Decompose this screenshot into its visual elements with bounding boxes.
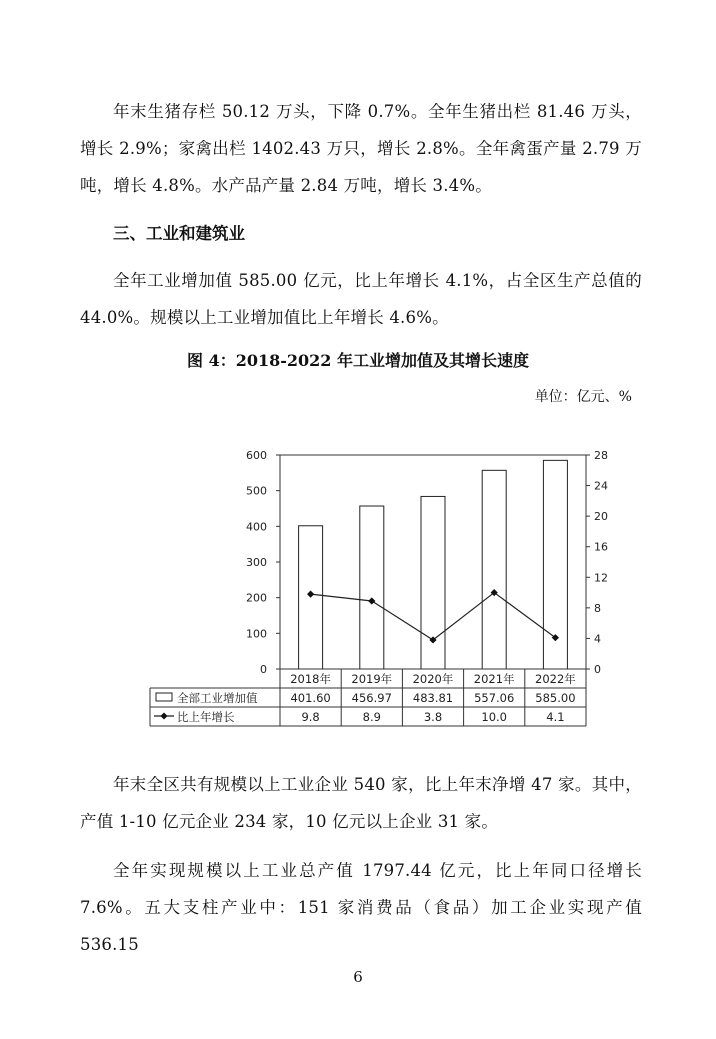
page-number: 6 (353, 968, 363, 986)
left-tick-label: 200 (246, 591, 267, 605)
legend-line-label: 比上年增长 (177, 710, 235, 724)
table-category-label: 2020年 (412, 672, 454, 686)
legend-bar-label: 全部工业增加值 (177, 691, 258, 705)
paragraph-enterprises: 年末全区共有规模以上工业企业 540 家，比上年末净增 47 家。其中，产值 1-10 亿元企业 234 家，10 亿元以上企业 31 家。 (80, 775, 642, 831)
table-bar-value: 483.81 (412, 691, 454, 705)
left-tick-label: 400 (246, 520, 267, 534)
table-line-value: 3.8 (423, 710, 443, 724)
paragraph-output-value: 全年实现规模以上工业总产值 1797.44 亿元，比上年同口径增长 7.6%。五大支柱产业中：151 家消费品（食品）加工企业实现产值 536.15 (80, 861, 642, 954)
table-line-value: 8.9 (362, 710, 381, 724)
left-tick-label: 0 (260, 663, 267, 676)
legend-line-marker (161, 713, 168, 720)
figure-title: 图 4：2018-2022 年工业增加值及其增长速度 (187, 351, 529, 370)
right-tick-label: 8 (594, 601, 601, 615)
right-tick-label: 20 (594, 510, 608, 524)
table-category-label: 2018年 (290, 672, 331, 686)
bar-2019年 (360, 506, 384, 669)
left-tick-label: 600 (246, 449, 267, 462)
table-bar-value: 557.06 (474, 691, 515, 705)
legend-bar-swatch (156, 693, 172, 701)
industry-chart (146, 440, 616, 740)
right-tick-label: 28 (594, 449, 608, 462)
unit-label: 单位：亿元、% (534, 389, 632, 405)
right-tick-label: 24 (594, 479, 608, 493)
paragraph-livestock: 年末生猪存栏 50.12 万头，下降 0.7%。全年生猪出栏 81.46 万头，增长 2.9%；家禽出栏 1402.43 万只，增长 2.8%。全年禽蛋产量 2.79 万吨，增长 4.8%。水产品产量 2.84 万吨，增长 3.4%。 (80, 102, 642, 195)
table-category-label: 2019年 (351, 672, 393, 686)
paragraph-industry-value: 全年工业增加值 585.00 亿元，比上年增长 4.1%，占全区生产总值的 44.0%。规模以上工业增加值比上年增长 4.6%。 (80, 271, 642, 327)
right-tick-label: 0 (594, 663, 601, 676)
left-tick-label: 500 (246, 484, 267, 498)
table-line-value: 9.8 (301, 710, 320, 724)
right-tick-label: 4 (594, 632, 601, 646)
section-heading: 三、工业和建筑业 (113, 224, 245, 243)
bar-2021年 (482, 470, 506, 669)
table-category-label: 2022年 (535, 672, 576, 686)
table-bar-value: 585.00 (535, 691, 576, 705)
table-bar-value: 456.97 (351, 691, 392, 705)
table-line-value: 4.1 (546, 710, 565, 724)
right-tick-label: 12 (594, 571, 608, 585)
data-table (150, 669, 586, 726)
table-bar-value: 401.60 (290, 691, 331, 705)
right-tick-label: 16 (594, 540, 608, 554)
left-tick-label: 100 (246, 627, 267, 641)
table-category-label: 2021年 (473, 672, 515, 686)
left-tick-label: 300 (246, 556, 267, 569)
table-line-value: 10.0 (481, 710, 508, 724)
